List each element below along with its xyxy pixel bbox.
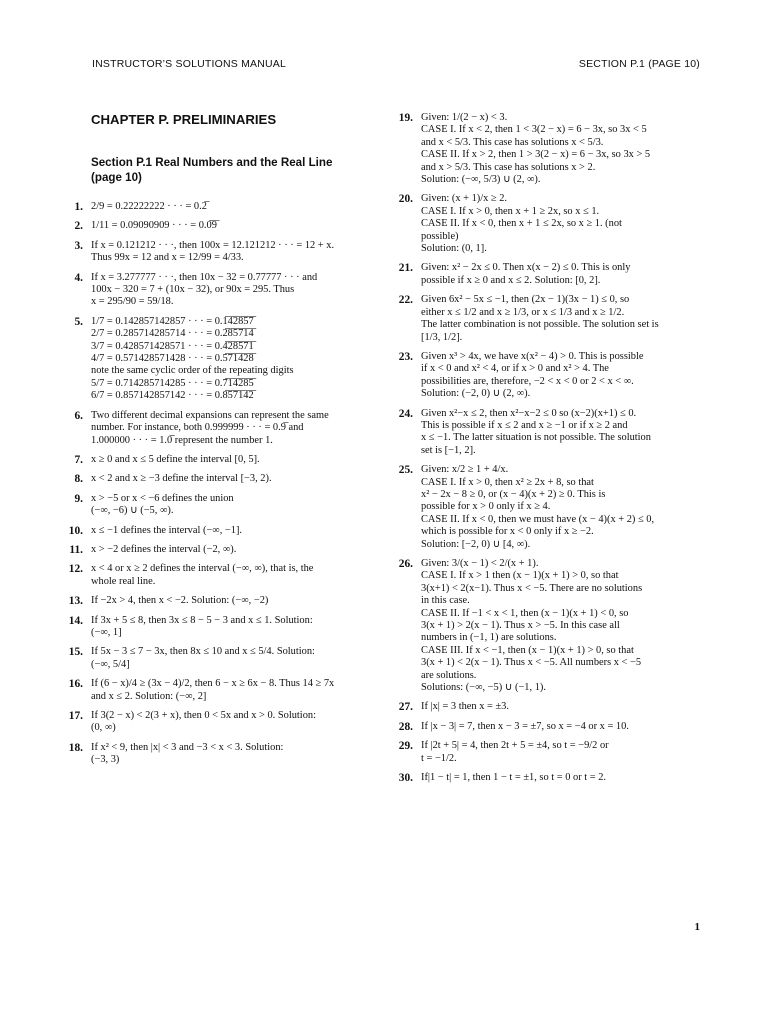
problem-number: 22.: [398, 294, 413, 307]
problem-number: 7.: [74, 453, 83, 466]
problem-text-line: 1.000000 · · · = 1.0̅ represent the number 1.: [91, 434, 273, 446]
problem-text-line: and x < 5/3. This case has solutions x < 5/3.: [421, 136, 604, 148]
problem-text-line: CASE II. If −1 < x < 1, then (x − 1)(x + 1) < 0, so: [421, 607, 629, 619]
problem-item: [62, 493, 370, 518]
problem-number: 26.: [398, 558, 413, 570]
problem-text-line: 3(x + 1) < 2(x − 1). Thus x < −5. All numbers x < −5: [421, 657, 642, 669]
problem-text-line: are solutions.: [421, 669, 477, 681]
problem-text-line: Given: x/2 ≥ 1 + 4/x.: [421, 464, 509, 476]
problem-text-line: x ≥ 0 and x ≤ 5 define the interval [0, 5].: [91, 453, 260, 465]
problem-text-line: (−∞, −6) ∪ (−5, ∞).: [91, 505, 174, 517]
problem-item: [392, 772, 702, 784]
problem-text-line: CASE I. If x > 0, then x² ≥ 2x + 8, so that: [421, 476, 594, 488]
problem-item: [392, 112, 702, 186]
problem-number: 25.: [398, 464, 413, 477]
problem-number: 20.: [398, 193, 413, 206]
problem-text-line: Solution: (0, 1].: [421, 243, 487, 255]
problem-text-line: If x² < 9, then |x| < 3 and −3 < x < 3. Solution:: [91, 741, 284, 753]
problem-text-line: Solutions: (−∞, −5) ∪ (−1, 1).: [421, 682, 546, 694]
header-section-ref: SECTION P.1 (PAGE 10): [578, 58, 700, 70]
problem-text-line: Solution: [−2, 0) ∪ [4, ∞).: [421, 538, 531, 550]
problem-text-line: Given 6x² − 5x ≤ −1, then (2x − 1)(3x − 1) ≤ 0, so: [421, 294, 630, 306]
problem-item: [392, 351, 702, 401]
problem-number: 11.: [69, 543, 83, 556]
problem-number: 16.: [68, 678, 83, 691]
problem-number: 14.: [68, 614, 83, 627]
problem-item: [62, 272, 370, 309]
problem-number: 9.: [74, 492, 83, 505]
problem-number: 29.: [398, 740, 413, 753]
problem-text-line: CASE II. If x < 0, then we must have (x − 4)(x + 2) ≤ 0,: [421, 513, 655, 525]
problem-text-line: x = 295/90 = 59/18.: [91, 296, 174, 308]
problem-text-line: CASE I. If x > 0, then x + 1 ≥ 2x, so x ≤ 1.: [421, 205, 600, 217]
problem-text-line: possible if x ≥ 0 and x ≤ 2. Solution: [0, 2].: [421, 274, 601, 286]
problem-item: [62, 678, 370, 703]
problem-text-line: If 3(2 − x) < 2(3 + x), then 0 < 5x and x > 0. Solution:: [91, 710, 316, 721]
problem-text-line: (−∞, 5/4]: [91, 658, 130, 670]
problem-item: [392, 721, 702, 733]
problem-number: 12.: [68, 563, 83, 576]
problem-text-line: t = −1/2.: [421, 752, 457, 764]
problem-number: 15.: [68, 646, 83, 659]
problem-text-line: (0, ∞): [91, 722, 116, 734]
problem-text-line: note the same cyclic order of the repeating digits: [91, 365, 294, 377]
problem-text-line: set is [−1, 2].: [421, 444, 476, 456]
problem-text-line: either x ≤ 1/2 and x ≥ 1/3, or x ≤ 1/3 and x ≥ 1/2.: [421, 306, 625, 318]
problem-text-line: Given: x² − 2x ≤ 0. Then x(x − 2) ≤ 0. This is only: [421, 262, 631, 274]
problem-text-line: [1/3, 1/2].: [421, 331, 463, 343]
problem-number: 17.: [68, 710, 83, 722]
header-manual-title: INSTRUCTOR’S SOLUTIONS MANUAL: [92, 58, 287, 70]
problem-text-line: x ≤ −1 defines the interval (−∞, −1].: [91, 524, 243, 536]
problem-text-line: Given: 1/(2 − x) < 3.: [421, 112, 508, 123]
problem-item: [62, 742, 370, 767]
problem-text-line: 2/7 = 0.285714285714 · · · = 0.2̅8̅5̅7̅1̅4̅: [91, 328, 254, 340]
problem-number: 24.: [398, 407, 413, 420]
problem-text-line: 1/7 = 0.142857142857 · · · = 0.1̅4̅2̅8̅5̅7̅: [91, 315, 254, 327]
problem-text-line: numbers in (−1, 1) are solutions.: [421, 632, 557, 644]
problem-text-line: This is possible if x ≤ 2 and x ≥ −1 or if x ≥ 2 and: [421, 419, 628, 431]
problem-text-line: number. For instance, both 0.999999 · · · = 0.9̅ and: [91, 422, 304, 434]
problem-text-line: Solution: (−2, 0) ∪ (2, ∞).: [421, 388, 531, 400]
problem-number: 23.: [398, 350, 413, 363]
problem-number: 6.: [74, 409, 83, 422]
problem-text-line: If −2x > 4, then x < −2. Solution: (−∞, −2): [91, 595, 269, 607]
problem-item: [62, 563, 370, 588]
problem-text-line: (−3, 3): [91, 754, 120, 766]
problem-number: 3.: [74, 239, 83, 252]
problem-text-line: Two different decimal expansions can represent the same: [91, 409, 329, 421]
problem-number: 13.: [68, 595, 83, 608]
problem-text-line: If |x| = 3 then x = ±3.: [421, 701, 509, 713]
problem-number: 1.: [74, 201, 83, 213]
problem-text-line: 2/9 = 0.22222222 · · · = 0.2̅: [91, 201, 207, 212]
problem-number: 27.: [398, 701, 413, 714]
problem-text-line: x < 2 and x ≥ −3 define the interval [−3, 2).: [91, 473, 272, 485]
problem-item: [62, 595, 370, 607]
problem-text-line: The latter combination is not possible. The solution set is: [421, 319, 659, 331]
problem-text-line: in this case.: [421, 595, 470, 607]
problem-item: [62, 316, 370, 403]
problem-item: [392, 740, 702, 765]
left-problem-list: [62, 201, 370, 767]
problem-item: [392, 294, 702, 344]
chapter-title: CHAPTER P. PRELIMINARIES: [91, 112, 277, 127]
problem-text-line: x ≤ −1. The latter situation is not possible. The solution: [421, 432, 651, 444]
problem-text-line: If |x − 3| = 7, then x − 3 = ±7, so x = −4 or x = 10.: [421, 720, 629, 732]
right-problem-list: [392, 112, 702, 785]
right-column: [392, 112, 702, 792]
problem-item: [392, 262, 702, 287]
problem-text-line: CASE I. If x < 2, then 1 < 3(2 − x) = 6 − 3x, so 3x < 5: [421, 124, 647, 136]
section-title-line: (page 10): [91, 171, 142, 184]
problem-item: [62, 201, 370, 213]
problem-text-line: Given x²−x ≤ 2, then x²−x−2 ≤ 0 so (x−2)(x+1) ≤ 0.: [421, 407, 637, 419]
problem-text-line: Thus 99x = 12 and x = 12/99 = 4/33.: [91, 252, 244, 264]
problem-text-line: Given: 3/(x − 1) < 2/(x + 1).: [421, 558, 539, 569]
problem-item: [392, 558, 702, 694]
problem-item: [62, 220, 370, 232]
problem-item: [62, 473, 370, 485]
problem-item: [62, 710, 370, 735]
page-number: 1: [694, 921, 700, 933]
problem-text-line: 100x − 320 = 7 + (10x − 32), or 90x = 295. Thus: [91, 284, 295, 296]
problem-number: 8.: [74, 473, 83, 486]
problem-text-line: CASE III. If x < −1, then (x − 1)(x + 1) > 0, so that: [421, 644, 634, 656]
problem-text-line: (−∞, 1]: [91, 626, 122, 638]
problem-number: 5.: [74, 315, 83, 328]
section-title-line: Section P.1 Real Numbers and the Real Line: [91, 156, 333, 169]
problem-text-line: Given x³ > 4x, we have x(x² − 4) > 0. This is possible: [421, 350, 644, 362]
problem-text-line: 3(x+1) < 2(x−1). Thus x < −5. There are no solutions: [421, 582, 643, 594]
problem-item: [392, 464, 702, 551]
problem-text-line: If x = 3.277777 · · ·, then 10x − 32 = 0.77777 · · · and: [91, 271, 318, 283]
problem-text-line: x > −5 or x < −6 defines the union: [91, 492, 234, 504]
problem-text-line: x² − 2x − 8 ≥ 0, or (x − 4)(x + 2) ≥ 0. This is: [421, 488, 606, 500]
problem-text-line: If |2t + 5| = 4, then 2t + 5 = ±4, so t = −9/2 or: [421, 740, 609, 752]
problem-item: [62, 410, 370, 447]
problem-text-line: If 3x + 5 ≤ 8, then 3x ≤ 8 − 5 − 3 and x ≤ 1. Solution:: [91, 614, 313, 626]
section-title: [91, 155, 370, 185]
problem-text-line: CASE II. If x < 0, then x + 1 ≤ 2x, so x ≥ 1. (not: [421, 218, 622, 230]
problem-text-line: 5/7 = 0.714285714285 · · · = 0.7̅1̅4̅2̅8̅5̅: [91, 377, 254, 389]
problem-number: 2.: [74, 220, 83, 233]
problem-text-line: whole real line.: [91, 575, 156, 587]
problem-number: 30.: [398, 772, 413, 785]
problem-item: [62, 646, 370, 671]
problem-text-line: 1/11 = 0.09090909 · · · = 0.0̅9̅: [91, 220, 217, 232]
problem-number: 21.: [398, 262, 413, 275]
problem-item: [62, 240, 370, 265]
problem-text-line: If x = 0.121212 · · ·, then 100x = 12.121212 · · · = 12 + x.: [91, 239, 335, 251]
problem-item: [62, 454, 370, 466]
problem-text-line: and x ≤ 2. Solution: (−∞, 2]: [91, 690, 207, 702]
problem-text-line: Solution: (−∞, 5/3) ∪ (2, ∞).: [421, 174, 541, 186]
problem-number: 19.: [398, 112, 413, 124]
problem-text-line: possible for x > 0 only if x ≥ 4.: [421, 501, 551, 513]
problem-text-line: x > −2 defines the interval (−2, ∞).: [91, 543, 237, 555]
problem-item: [62, 525, 370, 537]
problem-item: [392, 193, 702, 255]
problem-text-line: and x > 5/3. This case has solutions x > 2.: [421, 161, 596, 173]
problem-text-line: if x < 0 and x² < 4, or if x > 0 and x² > 4. The: [421, 363, 609, 375]
problem-item: [392, 408, 702, 458]
problem-number: 10.: [68, 524, 83, 537]
problem-text-line: possible): [421, 230, 459, 242]
problem-item: [62, 615, 370, 640]
problem-text-line: If|1 − t| = 1, then 1 − t = ±1, so t = 0 or t = 2.: [421, 772, 606, 784]
problem-text-line: CASE I. If x > 1 then (x − 1)(x + 1) > 0, so that: [421, 570, 619, 582]
problem-item: [392, 701, 702, 713]
left-column: [62, 112, 370, 774]
problem-number: 18.: [68, 741, 83, 754]
problem-text-line: 6/7 = 0.857142857142 · · · = 0.8̅5̅7̅1̅4̅2̅: [91, 390, 254, 402]
problem-text-line: CASE II. If x > 2, then 1 > 3(2 − x) = 6 − 3x, so 3x > 5: [421, 149, 651, 161]
problem-text-line: If (6 − x)/4 ≥ (3x − 4)/2, then 6 − x ≥ 6x − 8. Thus 14 ≥ 7x: [91, 678, 335, 690]
problem-item: [62, 544, 370, 556]
problem-number: 4.: [74, 271, 83, 284]
problem-text-line: 3(x + 1) > 2(x − 1). Thus x > −5. In this case all: [421, 620, 620, 632]
problem-text-line: x < 4 or x ≥ 2 defines the interval (−∞, ∞), that is, the: [91, 563, 314, 575]
problem-number: 28.: [398, 720, 413, 733]
problem-text-line: 3/7 = 0.428571428571 · · · = 0.4̅2̅8̅5̅7̅1̅: [91, 340, 254, 352]
problem-text-line: If 5x − 3 ≤ 7 − 3x, then 8x ≤ 10 and x ≤ 5/4. Solution:: [91, 646, 315, 658]
problem-text-line: Given: (x + 1)/x ≥ 2.: [421, 193, 508, 205]
problem-text-line: possibilities are, therefore, −2 < x < 0 or 2 < x < ∞.: [421, 375, 634, 387]
problem-text-line: which is possible for x < 0 only if x ≥ −2.: [421, 526, 594, 538]
problem-text-line: 4/7 = 0.571428571428 · · · = 0.5̅7̅1̅4̅2̅8̅: [91, 353, 254, 365]
